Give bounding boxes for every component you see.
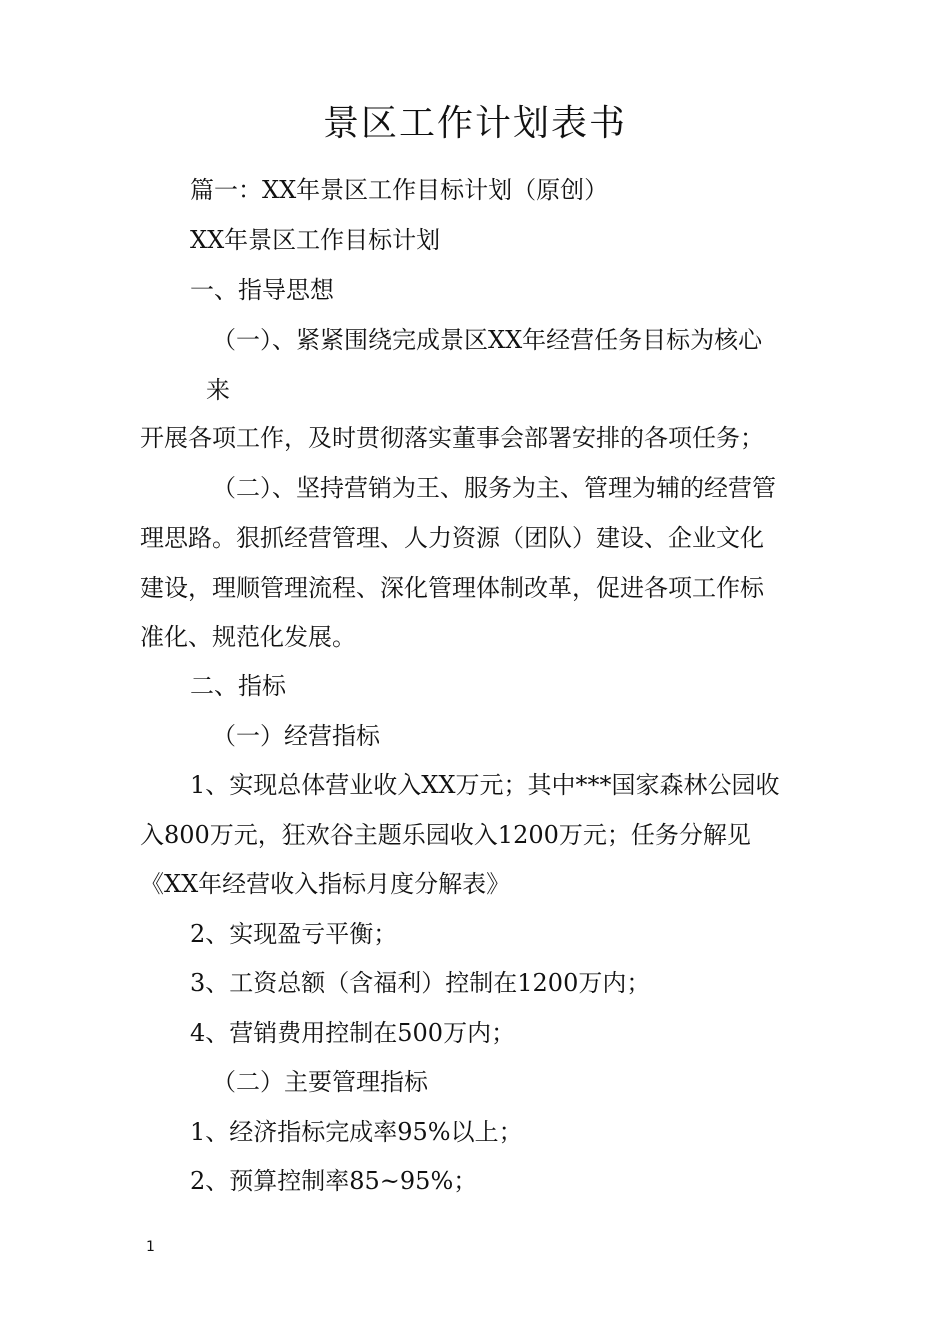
paragraph-line: 理思路。狠抓经营管理、人力资源（团队）建设、企业文化 (140, 524, 764, 552)
page-number: 1 (146, 1239, 155, 1255)
paragraph-line: 来 (206, 376, 230, 404)
paragraph-line: 篇一：XX年景区工作目标计划（原创） (190, 176, 609, 204)
paragraph-line: 1、实现总体营业收入XX万元；其中***国家森林公园收 (190, 771, 780, 799)
document-title: 景区工作计划表书 (322, 103, 627, 144)
paragraph-line: 3、工资总额（含福利）控制在1200万内； (190, 969, 651, 997)
paragraph-line: 4、营销费用控制在500万内； (190, 1019, 516, 1047)
section-heading: 一、指导思想 (190, 276, 334, 304)
paragraph-line: 1、经济指标完成率95%以上； (190, 1118, 523, 1146)
paragraph-line: 《XX年经营收入指标月度分解表》 (140, 870, 511, 898)
paragraph-line: 建设，理顺管理流程、深化管理体制改革，促进各项工作标 (140, 574, 764, 602)
paragraph-line: （一）、紧紧围绕完成景区XX年经营任务目标为核心 (212, 326, 763, 354)
paragraph-line: （二）、坚持营销为王、服务为主、管理为辅的经营管 (212, 474, 776, 502)
paragraph-line: 入800万元，狂欢谷主题乐园收入1200万元；任务分解见 (140, 821, 751, 849)
subsection-heading: （二）主要管理指标 (212, 1068, 428, 1096)
paragraph-line: 准化、规范化发展。 (140, 623, 356, 651)
subsection-heading: （一）经营指标 (212, 722, 380, 750)
paragraph-line: 2、实现盈亏平衡； (190, 920, 398, 948)
section-heading: 二、指标 (190, 672, 286, 700)
paragraph-line: 开展各项工作，及时贯彻落实董事会部署安排的各项任务； (140, 424, 764, 452)
paragraph-line: 2、预算控制率85~95%； (190, 1167, 478, 1195)
paragraph-line: XX年景区工作目标计划 (190, 226, 441, 254)
